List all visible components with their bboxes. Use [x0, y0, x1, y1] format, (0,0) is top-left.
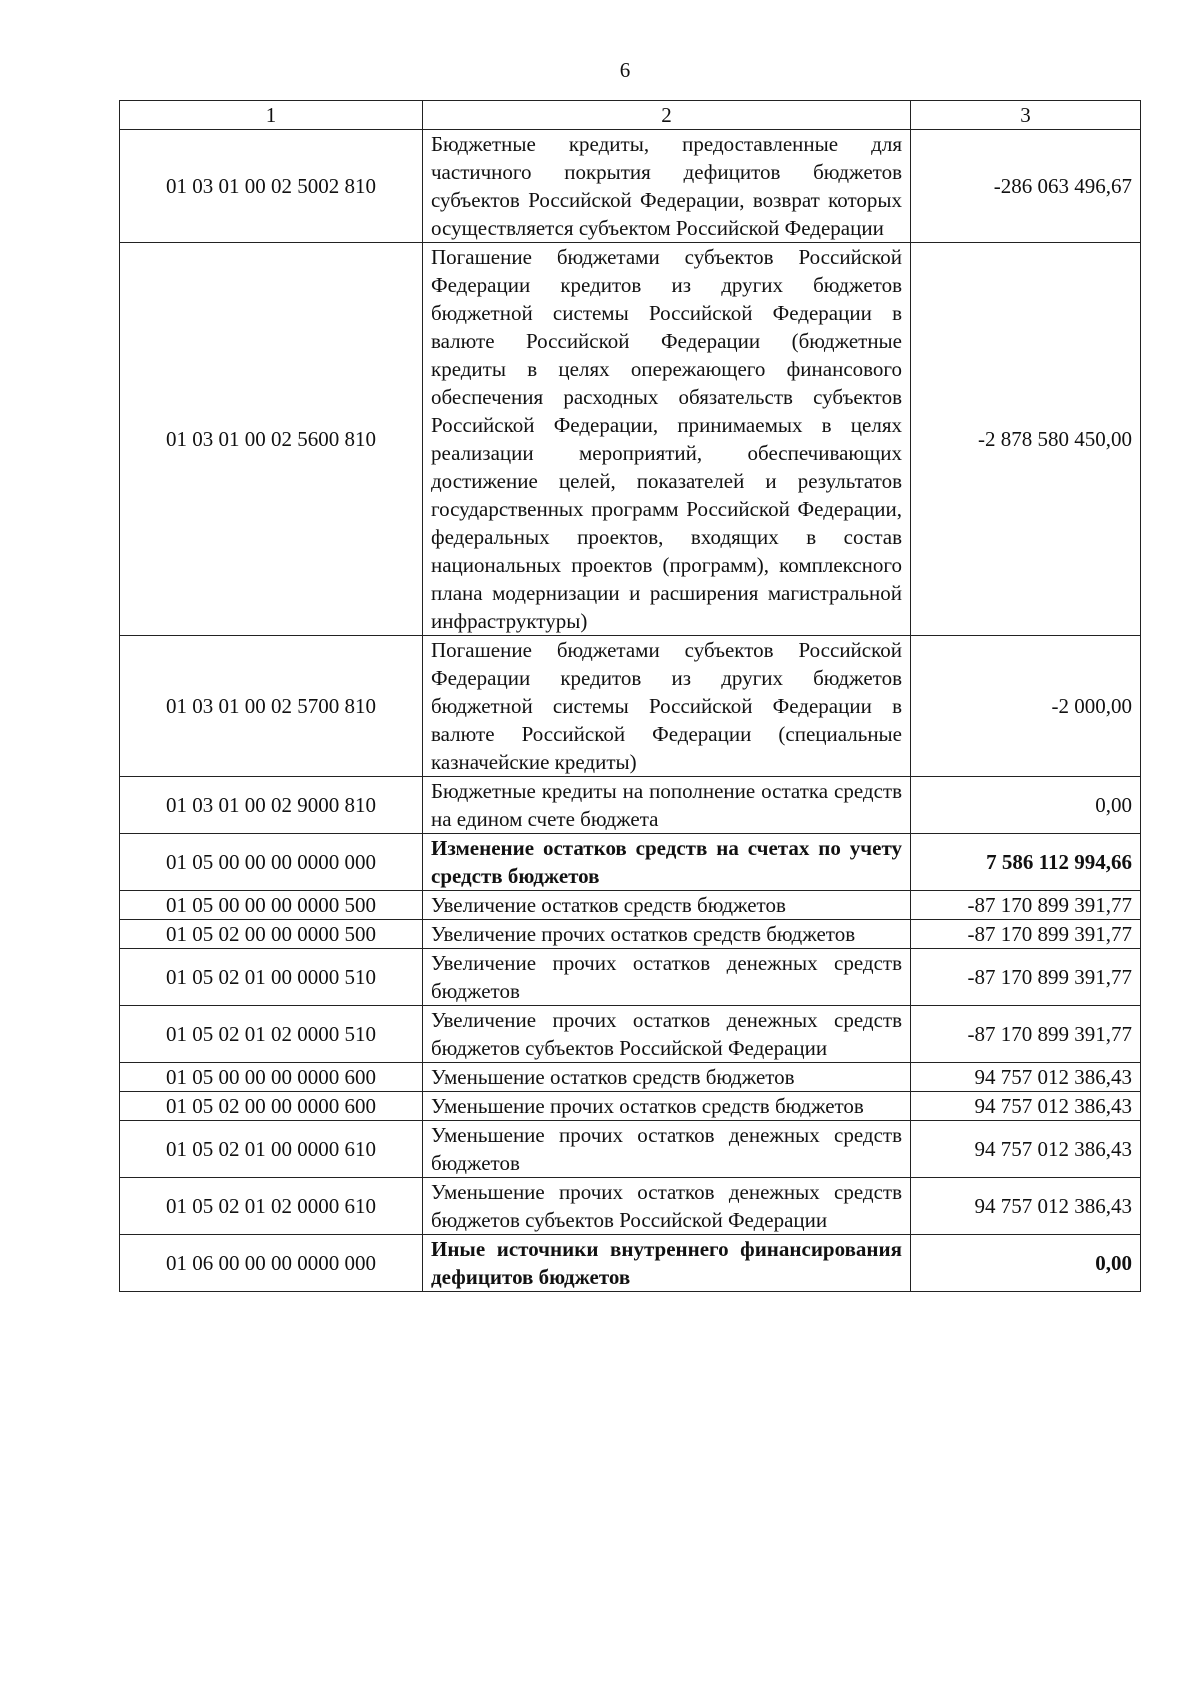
column-header-1: 1	[120, 101, 423, 130]
row-description: Изменение остатков средств на счетах по учету средств бюджетов	[423, 834, 911, 891]
row-code: 01 05 00 00 00 0000 500	[120, 891, 423, 920]
row-code: 01 05 02 00 00 0000 500	[120, 920, 423, 949]
row-description: Увеличение остатков средств бюджетов	[423, 891, 911, 920]
row-code: 01 05 02 01 00 0000 610	[120, 1121, 423, 1178]
row-description: Погашение бюджетами субъектов Российской Федерации кредитов из других бюджетов бюджетной системы Российской Федерации в валюте Российской Федерации (специальные казначейские кредиты)	[423, 636, 911, 777]
table-row	[120, 1121, 1141, 1178]
row-description: Бюджетные кредиты на пополнение остатка средств на едином счете бюджета	[423, 777, 911, 834]
row-amount: -286 063 496,67	[911, 130, 1141, 243]
row-description: Уменьшение прочих остатков денежных средств бюджетов субъектов Российской Федерации	[423, 1178, 911, 1235]
row-description: Иные источники внутреннего финансирования дефицитов бюджетов	[423, 1235, 911, 1292]
row-amount: -87 170 899 391,77	[911, 1006, 1141, 1063]
table-row	[120, 1006, 1141, 1063]
row-amount: 94 757 012 386,43	[911, 1178, 1141, 1235]
row-description: Увеличение прочих остатков средств бюджетов	[423, 920, 911, 949]
row-description: Увеличение прочих остатков денежных средств бюджетов	[423, 949, 911, 1006]
row-code: 01 05 02 01 02 0000 510	[120, 1006, 423, 1063]
row-amount: 0,00	[911, 1235, 1141, 1292]
page-number: 6	[619, 58, 631, 82]
table-row	[120, 243, 1141, 636]
row-code: 01 05 02 01 00 0000 510	[120, 949, 423, 1006]
column-header-2: 2	[423, 101, 911, 130]
table-row	[120, 1092, 1141, 1121]
row-code: 01 05 02 01 02 0000 610	[120, 1178, 423, 1235]
row-code: 01 03 01 00 02 9000 810	[120, 777, 423, 834]
table-row	[120, 834, 1141, 891]
column-header-3: 3	[911, 101, 1141, 130]
row-description: Бюджетные кредиты, предоставленные для частичного покрытия дефицитов бюджетов субъектов Российской Федерации, возврат которых осуществляется субъектом Российской Федерации	[423, 130, 911, 243]
row-description: Погашение бюджетами субъектов Российской Федерации кредитов из других бюджетов бюджетной системы Российской Федерации в валюте Российской Федерации (бюджетные кредиты в целях опережающего финансового обеспечения расходных обязательств субъектов Российской Федерации, принимаемых в целях реализации мероприятий, обеспечивающих достижение целей, показателей и результатов государственных программ Российской Федерации, федеральных проектов, входящих в состав национальных проектов (программ), комплексного плана модернизации и расширения магистральной инфраструктуры)	[423, 243, 911, 636]
table-row	[120, 130, 1141, 243]
row-code: 01 05 02 00 00 0000 600	[120, 1092, 423, 1121]
row-amount: -87 170 899 391,77	[911, 891, 1141, 920]
row-amount: -2 878 580 450,00	[911, 243, 1141, 636]
table-row	[120, 1178, 1141, 1235]
row-code: 01 03 01 00 02 5002 810	[120, 130, 423, 243]
row-amount: 94 757 012 386,43	[911, 1092, 1141, 1121]
table-row	[120, 920, 1141, 949]
row-amount: 94 757 012 386,43	[911, 1063, 1141, 1092]
table-row	[120, 1235, 1141, 1292]
table-header-row	[120, 101, 1141, 130]
row-code: 01 03 01 00 02 5700 810	[120, 636, 423, 777]
table-row	[120, 949, 1141, 1006]
row-description: Увеличение прочих остатков денежных средств бюджетов субъектов Российской Федерации	[423, 1006, 911, 1063]
budget-sources-table	[119, 100, 1141, 1292]
row-description: Уменьшение прочих остатков средств бюджетов	[423, 1092, 911, 1121]
table-row	[120, 636, 1141, 777]
row-description: Уменьшение остатков средств бюджетов	[423, 1063, 911, 1092]
row-description: Уменьшение прочих остатков денежных средств бюджетов	[423, 1121, 911, 1178]
row-code: 01 05 00 00 00 0000 000	[120, 834, 423, 891]
row-amount: 94 757 012 386,43	[911, 1121, 1141, 1178]
table-row	[120, 891, 1141, 920]
row-code: 01 06 00 00 00 0000 000	[120, 1235, 423, 1292]
row-amount: 7 586 112 994,66	[911, 834, 1141, 891]
row-amount: -2 000,00	[911, 636, 1141, 777]
row-code: 01 05 00 00 00 0000 600	[120, 1063, 423, 1092]
table-row	[120, 777, 1141, 834]
table-row	[120, 1063, 1141, 1092]
row-amount: 0,00	[911, 777, 1141, 834]
row-amount: -87 170 899 391,77	[911, 949, 1141, 1006]
row-amount: -87 170 899 391,77	[911, 920, 1141, 949]
row-code: 01 03 01 00 02 5600 810	[120, 243, 423, 636]
